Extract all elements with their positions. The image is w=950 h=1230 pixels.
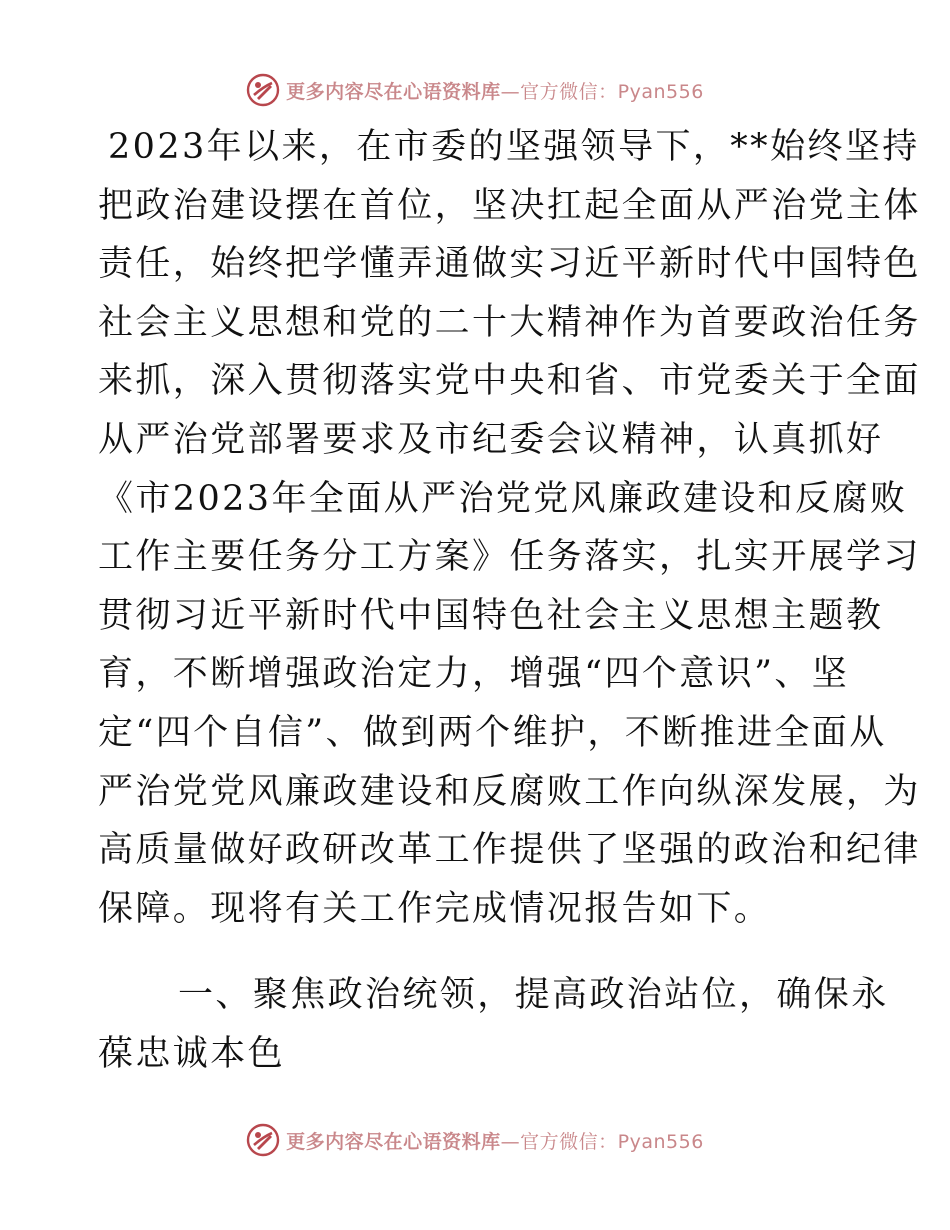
paragraph-line: 2023年以来，在市委的坚强领导下，**始终坚持 [108, 127, 920, 167]
watermark-separator: — [500, 1130, 521, 1153]
paragraph-line: 育，不断增强政治定力，增强“四个意识”、坚 [98, 654, 850, 695]
paragraph-line: 定“四个自信”、做到两个维护，不断推进全面从 [98, 712, 887, 753]
document-body [98, 118, 921, 1084]
footer-watermark [0, 1120, 950, 1160]
paragraph-line: 从严治党部署要求及市纪委会议精神，认真抓好 [98, 419, 884, 460]
paragraph-line: 来抓，深入贯彻落实党中央和省、市党委关于全面 [98, 361, 921, 402]
paragraph-line: 贯彻习近平新时代中国特色社会主义思想主题教 [98, 595, 884, 636]
paragraph-line: 责任，始终把学懂弄通做实习近平新时代中国特色 [98, 244, 921, 285]
paragraph-gap [98, 938, 858, 966]
watermark-suffix: 官方微信：Pyan556 [520, 1130, 704, 1153]
paragraph-line: 社会主义思想和党的二十大精神作为首要政治任务 [98, 302, 921, 343]
watermark-separator: — [500, 80, 521, 103]
paragraph-line: 保障。现将有关工作完成情况报告如下。 [98, 888, 772, 929]
watermark-suffix: 官方微信：Pyan556 [520, 80, 704, 103]
watermark-main: 更多内容尽在心语资料库 [286, 1130, 501, 1153]
paragraph-line: 把政治建设摆在首位，坚决扛起全面从严治党主体 [98, 185, 921, 226]
paragraph-line: 工作主要任务分工方案》任务落实，扎实开展学习 [98, 537, 921, 578]
paragraph-line: 严治党党风廉政建设和反腐败工作向纵深发展，为 [98, 771, 921, 812]
watermark-text [286, 1127, 704, 1154]
watermark-text [286, 77, 704, 104]
paragraph-line: 高质量做好政研改革工作提供了坚强的政治和纪律 [98, 830, 921, 871]
book-pen-logo-icon [246, 1123, 280, 1157]
paragraph-line: 《市2023年全面从严治党党风廉政建设和反腐败 [98, 478, 908, 519]
header-watermark [0, 70, 950, 110]
watermark-main: 更多内容尽在心语资料库 [286, 80, 501, 103]
book-pen-logo-icon [246, 73, 280, 107]
section-heading-line: 一、聚焦政治统领，提高政治站位，确保永 [178, 975, 889, 1016]
section-heading-line: 葆忠诚本色 [98, 1033, 286, 1074]
